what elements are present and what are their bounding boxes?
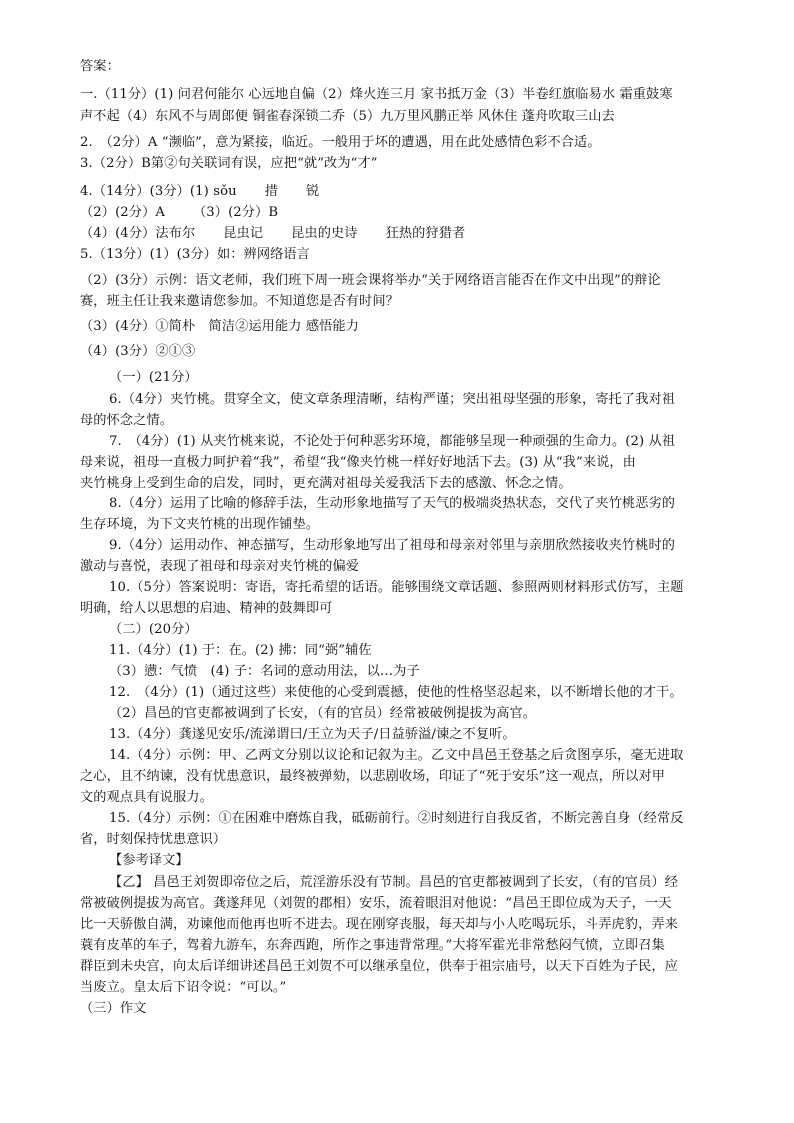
q9-line-2: 激动与喜悦，表现了祖母和母亲对夹竹桃的偏爱 — [80, 559, 360, 574]
q4-word-1: 措 — [264, 184, 279, 199]
q7-line-3: 夹竹桃身上受到生命的启发，同时，更充满对祖母关爱我活下去的感激、怀念之情。 — [80, 476, 572, 491]
part1-heading: （一）(21分） — [109, 370, 198, 385]
q5-line-4: （3）(4分）①简朴 简洁②运用能力 感悟能力 — [80, 319, 359, 334]
section1-line-1: 一.（11分）(1) 问君何能尔 心远地自偏（2）烽火连三月 家书抵万金（3）半卷红旗临易水 霜重鼓寒 — [80, 87, 673, 102]
answer-heading: 答案： — [80, 59, 120, 74]
q8-line-2: 生存环境，为下文夹竹桃的出现作铺垫。 — [80, 517, 320, 532]
translation-line-6: 当废立。皇太后下诏令说：“可以。” — [80, 980, 287, 995]
translation-line-3: 比一天骄傲自满，劝谏他而他再也听不进去。现在刚穿丧服，每天却与小人吃喝玩乐，斗弄虎豹，弄来 — [80, 917, 678, 932]
section1-line-2: 声不起（4）东风不与周郎便 铜雀春深锁二乔（5）九万里风鹏正举 风休住 蓬舟吹取三山去 — [80, 109, 615, 124]
q11-line-2: （3）懑：气愤 (4) 子：名词的意动用法，以…为子 — [109, 664, 420, 679]
q2-line: 2. （2分）A “濒临”，意为紧接，临近。一般用于坏的遭遇，用在此处感情色彩不合适。 — [80, 135, 601, 150]
q14-line-3: 文的观点具有说服力。 — [80, 790, 213, 805]
q15-line-2: 省，时刻保持忧患意识） — [80, 832, 227, 847]
q9-line-1: 9.（4分）运用动作、神态描写，生动形象地写出了祖母和母亲对邻里与亲朋欣然接收夹竹桃时的 — [109, 538, 676, 553]
q4-sub3: （3）(2分）B — [193, 205, 279, 220]
q5-line-1: 5.（13分）(1）(3分）如：辨网络语言 — [80, 247, 310, 262]
q3-line: 3.（2分）B第②句关联词有误，应把“就”改为“才” — [80, 156, 378, 171]
part3-heading: （三）作文 — [80, 1001, 147, 1016]
part2-heading: （二）(20分） — [109, 622, 198, 637]
reference-translation-title: 【参考译文】 — [109, 853, 189, 868]
q12-line-2: （2）昌邑的官吏都被调到了长安，（有的官员）经常被破例提拔为高官。 — [109, 706, 537, 721]
q5-line-2: （2）(3分）示例：语文老师，我们班下周一班会课将举办“关于网络语言能否在作文中出现”的辩论 — [80, 273, 661, 288]
q4-sub4: （4）(4分）法布尔 — [80, 226, 196, 241]
q4-line-1 — [80, 183, 720, 201]
q4-epithet-2: 狂热的狩猎者 — [385, 226, 466, 241]
q7-line-1: 7. （4分）(1) 从夹竹桃来说，不论处于何种恶劣环境，都能够呈现一种顽强的生命力。(2) 从祖 — [109, 434, 676, 449]
q13-line: 13.（4分）龚遂见安乐/流涕谓曰/王立为天子/日益骄溢/谏之不复听。 — [109, 727, 516, 742]
q15-line-1: 15.（4分）示例：①在困难中磨炼自我，砥砺前行。②时刻进行自我反省，不断完善自身（经常反 — [109, 811, 684, 826]
q6-line-1: 6.（4分）夹竹桃。贯穿全文，使文章条理清晰，结构严谨；突出祖母坚强的形象，寄托了我对祖 — [109, 392, 676, 407]
translation-line-2: 常被破例提拔为高官。龚遂拜见（刘贺的郡相）安乐，流着眼泪对他说：“昌邑王即位成为天子，一天 — [80, 896, 672, 911]
q4-book: 昆虫记 — [223, 226, 264, 241]
q5-line-3: 赛，班主任让我来邀请您参加。不知道您是否有时间？ — [80, 294, 399, 309]
q4-line-2 — [80, 204, 720, 222]
q7-line-2: 母来说，祖母一直极力呵护着“我”，希望“我“像夹竹桃一样好好地活下去。(3) 从“我”来说，由 — [80, 455, 636, 470]
q6-line-2: 母的怀念之情。 — [80, 413, 174, 428]
q12-line-1: 12. （4分）(1)（通过这些）来使他的心受到震撼，使他的性格坚忍起来，以不断增长他的才干。 — [109, 685, 683, 700]
q4-line-3 — [80, 225, 720, 243]
q4-epithet-1: 昆虫的史诗 — [291, 226, 358, 241]
q4-sub2: （2）(2分）A — [80, 205, 165, 220]
q4-word-2: 锐 — [306, 184, 320, 199]
translation-line-1: 【乙】 昌邑王刘贺即帝位之后，荒淫游乐没有节制。昌邑的官吏都被调到了长安，（有的官员）经 — [109, 875, 679, 890]
q10-line-2: 明确，给人以思想的启迪、精神的鼓舞即可 — [80, 601, 333, 616]
q11-line-1: 11.（4分）(1) 于：在。(2) 拂：同“弼”辅佐 — [109, 643, 372, 658]
q5-line-5: （4）(3分）②①③ — [80, 344, 196, 359]
q8-line-1: 8.（4分）运用了比喻的修辞手法，生动形象地描写了天气的极端炎热状态，交代了夹竹桃恶劣的 — [109, 496, 676, 511]
translation-line-4: 蓑有皮革的车子，驾着九游车，东奔西跑，所作之事违背常理。”大将军霍光非常愁闷气愤，立即召集 — [80, 938, 665, 953]
translation-line-5: 群臣到未央宫，向太后详细讲述昌邑王刘贺不可以继承皇位，供奉于祖宗庙号，以天下百姓为子民，应 — [80, 959, 678, 974]
q14-line-1: 14.（4分）示例：甲、乙两文分别以议论和记叙为主。乙文中昌邑王登基之后贪图享乐，毫无进取 — [109, 748, 684, 763]
q10-line-1: 10.（5分）答案说明：寄语，寄托希望的话语。能够围绕文章话题、参照两则材料形式仿写，主题 — [109, 580, 684, 595]
q4-pinyin-answer: 4.（14分）(3分）(1) sǒu — [80, 184, 237, 199]
q14-line-2: 之心，且不纳谏，没有忧患意识，最终被弹劾，以悲剧收场，印证了“死于安乐”这一观点，所以对甲 — [80, 769, 666, 784]
